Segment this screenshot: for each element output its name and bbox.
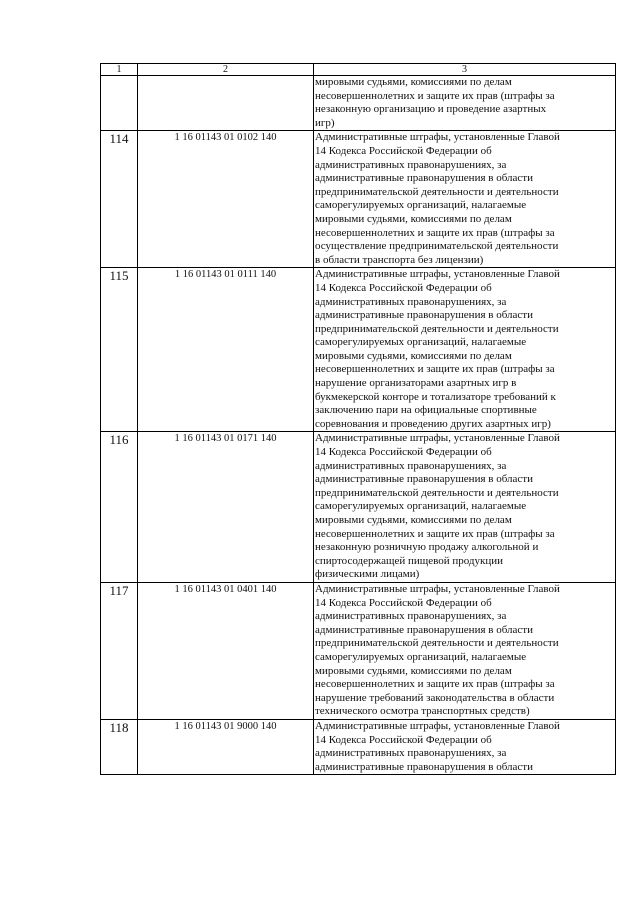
description-line: несовершеннолетних и защите их прав (штрафы за [315,527,555,540]
description-line: Административные штрафы, установленные Главой [315,131,560,144]
budget-classification-code: 1 16 01143 01 9000 140 [138,719,314,774]
description-line: незаконную организацию и проведение азартных [315,103,547,116]
description-line: административных правонарушениях, за [315,158,507,171]
description-line: административные правонарушения в области [315,309,533,322]
row-number: 114 [101,131,138,268]
table-row [101,268,616,432]
description-line: предпринимательской деятельности и деятельности [315,637,559,650]
description-line: саморегулируемых организаций, налагаемые [315,199,527,212]
description-line: саморегулируемых организаций, налагаемые [315,336,527,349]
table-row [101,719,616,774]
description-line: административные правонарушения в области [315,760,533,773]
description-line: административные правонарушения в области [315,473,533,486]
description-line: мировыми судьями, комиссиями по делам [315,664,512,677]
budget-classification-code: 1 16 01143 01 0171 140 [138,432,314,583]
description-line: Административные штрафы, установленные Главой [315,582,560,595]
description-line: букмекерской конторе и тотализаторе требований к [315,390,556,403]
description-line: саморегулируемых организаций, налагаемые [315,500,527,513]
description-line: соревнования и проведению других азартных игр) [315,417,551,430]
description-line: 14 Кодекса Российской Федерации об [315,446,492,459]
description-line: в области транспорта без лицензии) [315,253,484,266]
description-line: физическими лицами) [315,568,420,581]
description-line: 14 Кодекса Российской Федерации об [315,733,492,746]
description-line: Административные штрафы, установленные Главой [315,268,560,281]
description-line: предпринимательской деятельности и деятельности [315,322,559,335]
description-line: 14 Кодекса Российской Федерации об [315,144,492,157]
description-line: административных правонарушениях, за [315,747,507,760]
budget-classification-code: 1 16 01143 01 0111 140 [138,268,314,432]
income-description [314,582,616,719]
row-number: 116 [101,432,138,583]
budget-classification-code: 1 16 01143 01 0401 140 [138,582,314,719]
budget-classification-code [138,76,314,131]
description-line: 14 Кодекса Российской Федерации об [315,281,492,294]
description-line: мировыми судьями, комиссиями по делам [315,212,512,225]
table-row [101,432,616,583]
table-row [101,582,616,719]
header-col-1: 1 [101,64,138,76]
description-line: несовершеннолетних и защите их прав (штрафы за [315,363,555,376]
description-line: административные правонарушения в области [315,623,533,636]
description-line: незаконную розничную продажу алкогольной и [315,541,539,554]
income-description [314,432,616,583]
description-line: административных правонарушениях, за [315,610,507,623]
row-number: 117 [101,582,138,719]
fines-table [100,63,616,775]
row-number [101,76,138,131]
income-description [314,76,616,131]
header-row [101,64,616,76]
description-line: административные правонарушения в области [315,172,533,185]
description-line: несовершеннолетних и защите их прав (штрафы за [315,226,555,239]
description-line: мировыми судьями, комиссиями по делам [315,349,512,362]
description-line: технического осмотра транспортных средств) [315,705,530,718]
description-line: предпринимательской деятельности и деятельности [315,486,559,499]
header-col-2: 2 [138,64,314,76]
description-line: спиртосодержащей пищевой продукции [315,554,504,567]
description-line: заключению пари на официальные спортивные [315,404,537,417]
income-description [314,719,616,774]
table-row [101,131,616,268]
description-line: Административные штрафы, установленные Главой [315,432,560,445]
row-number: 115 [101,268,138,432]
description-line: игр) [315,116,335,129]
description-line: мировыми судьями, комиссиями по делам [315,514,512,526]
description-line: административных правонарушениях, за [315,295,507,308]
table-row [101,76,616,131]
header-col-3: 3 [314,64,616,76]
description-line: предпринимательской деятельности и деятельности [315,185,559,198]
budget-classification-code: 1 16 01143 01 0102 140 [138,131,314,268]
description-line: административных правонарушениях, за [315,459,507,472]
description-line: нарушение требований законодательства в области [315,691,555,704]
income-description [314,131,616,268]
row-number: 118 [101,719,138,774]
table-body [101,76,616,775]
description-line: мировыми судьями, комиссиями по делам [315,76,512,88]
description-line: осуществление предпринимательской деятельности [315,240,559,253]
description-line: несовершеннолетних и защите их прав (штрафы за [315,678,555,691]
description-line: 14 Кодекса Российской Федерации об [315,596,492,609]
description-line: несовершеннолетних и защите их прав (штрафы за [315,89,555,102]
income-description [314,268,616,432]
description-line: саморегулируемых организаций, налагаемые [315,650,527,663]
description-line: нарушение организаторами азартных игр в [315,377,517,390]
description-line: Административные штрафы, установленные Главой [315,719,560,732]
